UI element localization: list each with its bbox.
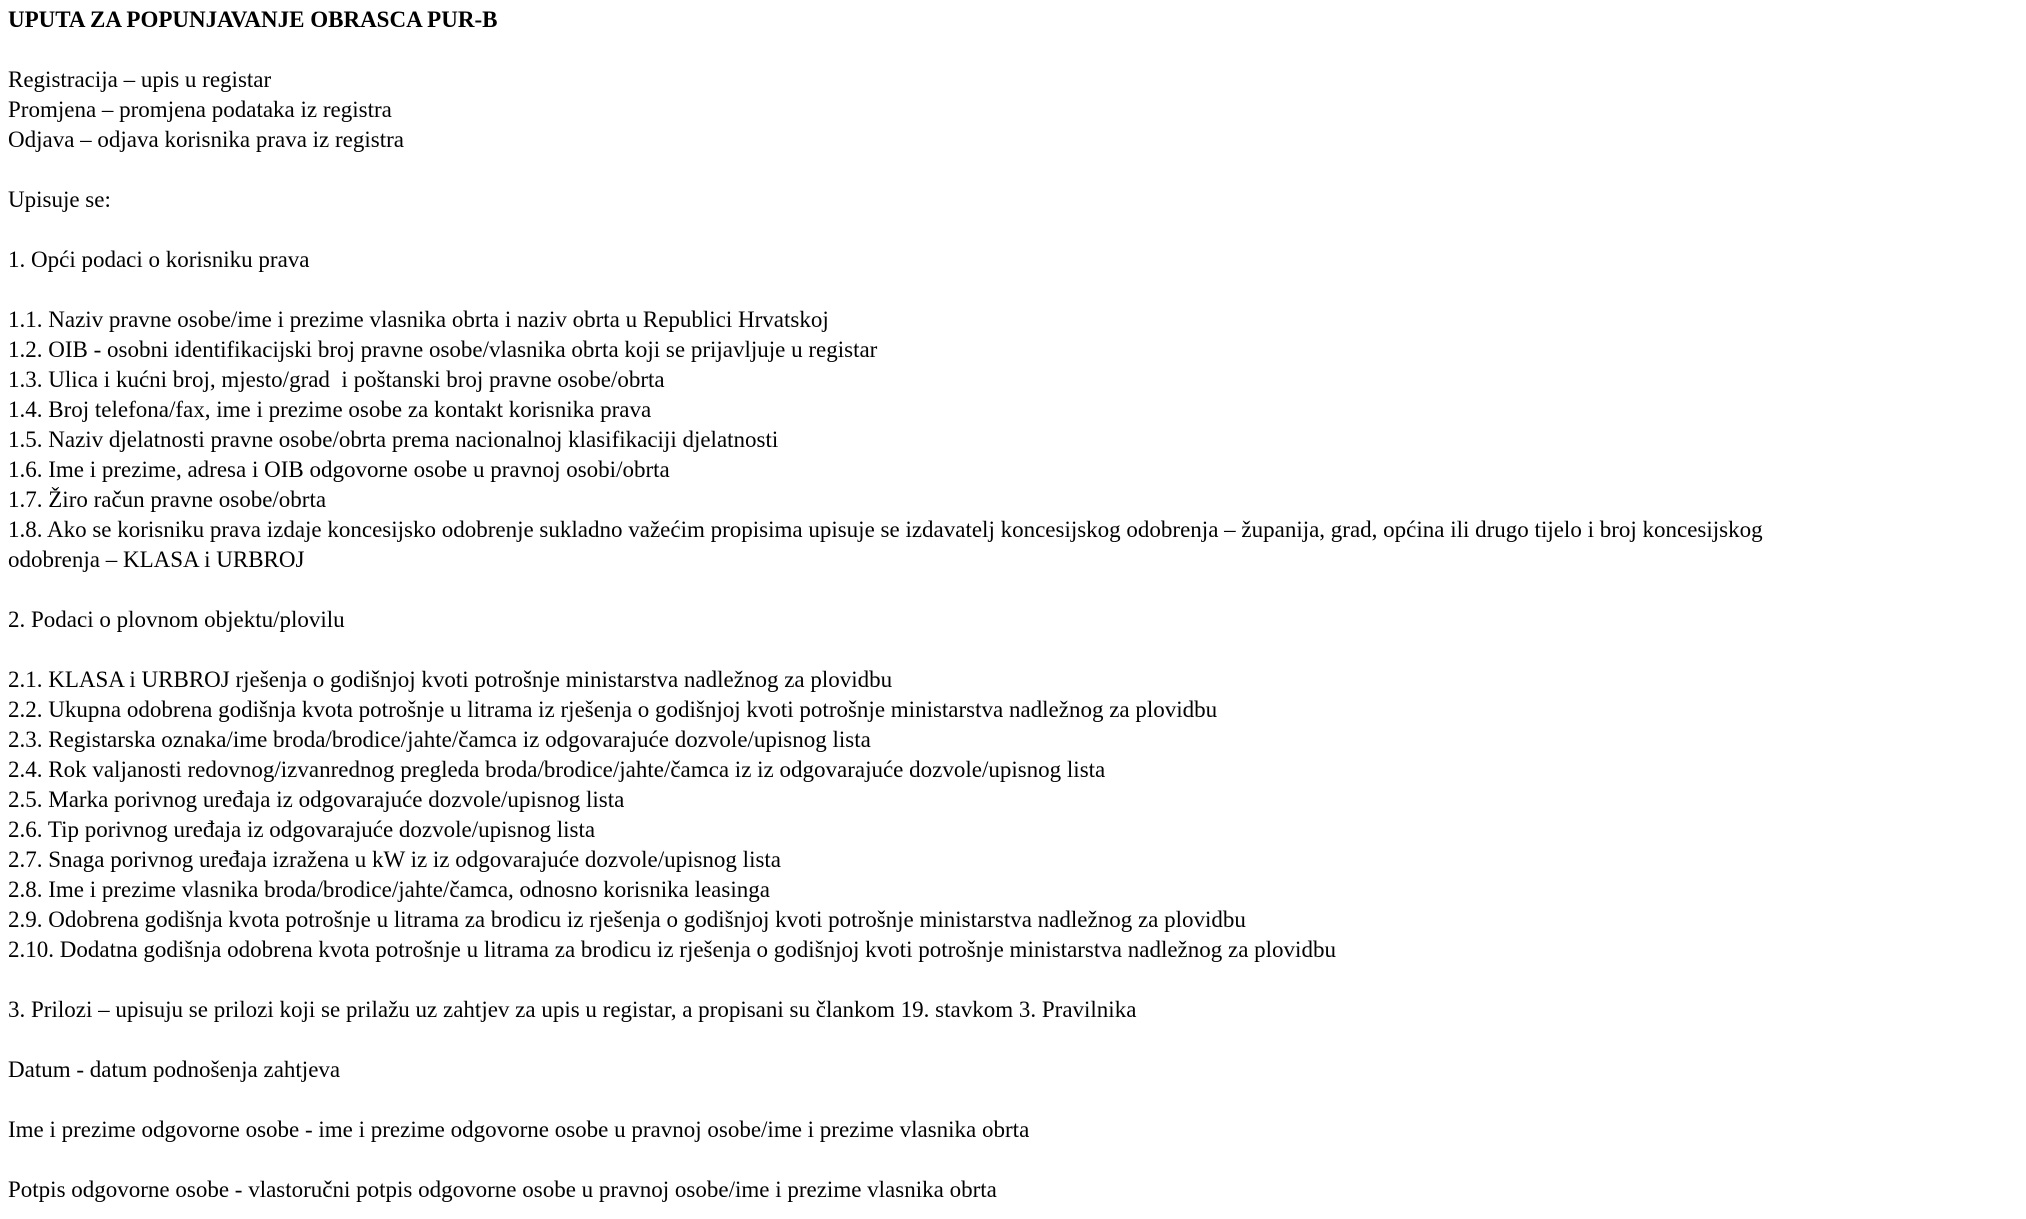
text-line: 1.8. Ako se korisniku prava izdaje koncesijsko odobrenje sukladno važećim propisima upisuje se izdavatelj koncesijskog odobrenja – županija, grad, općina ili drugo tijelo i broj koncesijskog: [8, 517, 1763, 542]
text-line: 2.10. Dodatna godišnja odobrena kvota potrošnje u litrama za brodicu iz rješenja o godišnjoj kvoti potrošnje ministarstva nadležnog za plovidbu: [8, 937, 1336, 962]
text-line: 1.3. Ulica i kućni broj, mjesto/grad i poštanski broj pravne osobe/obrta: [8, 367, 665, 392]
text-line: 1.7. Žiro račun pravne osobe/obrta: [8, 487, 327, 512]
document-body: [8, 35, 2026, 1205]
blank-line: [8, 575, 2026, 605]
text-line: 1.4. Broj telefona/fax, ime i prezime osobe za kontakt korisnika prava: [8, 397, 652, 422]
text-line: 2.4. Rok valjanosti redovnog/izvanrednog pregleda broda/brodice/jahte/čamca iz iz odgovarajuće dozvole/upisnog lista: [8, 757, 1106, 782]
text-line: Promjena – promjena podataka iz registra: [8, 97, 392, 122]
text-line: 1.6. Ime i prezime, adresa i OIB odgovorne osobe u pravnoj osobi/obrta: [8, 457, 670, 482]
text-line: 2.3. Registarska oznaka/ime broda/brodice/jahte/čamca iz odgovarajuće dozvole/upisnog lista: [8, 727, 871, 752]
text-line: 2. Podaci o plovnom objektu/plovilu: [8, 607, 345, 632]
blank-line: [8, 155, 2026, 185]
text-line: Odjava – odjava korisnika prava iz registra: [8, 127, 404, 152]
text-line: Upisuje se:: [8, 187, 111, 212]
blank-line: [8, 275, 2026, 305]
text-line: Registracija – upis u registar: [8, 67, 272, 92]
text-line: Datum - datum podnošenja zahtjeva: [8, 1057, 341, 1082]
blank-line: [8, 215, 2026, 245]
blank-line: [8, 1145, 2026, 1175]
text-line: 2.6. Tip porivnog uređaja iz odgovarajuće dozvole/upisnog lista: [8, 817, 596, 842]
blank-line: [8, 1025, 2026, 1055]
blank-line: [8, 635, 2026, 665]
text-line: Ime i prezime odgovorne osobe - ime i prezime odgovorne osobe u pravnoj osobe/ime i prezime vlasnika obrta: [8, 1117, 1030, 1142]
document-title: UPUTA ZA POPUNJAVANJE OBRASCA PUR-B: [8, 7, 498, 32]
text-line: 1.1. Naziv pravne osobe/ime i prezime vlasnika obrta i naziv obrta u Republici Hrvatskoj: [8, 307, 829, 332]
text-line: 2.1. KLASA i URBROJ rješenja o godišnjoj kvoti potrošnje ministarstva nadležnog za plovidbu: [8, 667, 893, 692]
text-line: 1. Opći podaci o korisniku prava: [8, 247, 310, 272]
text-line: 2.5. Marka porivnog uređaja iz odgovarajuće dozvole/upisnog lista: [8, 787, 625, 812]
text-line: Potpis odgovorne osobe - vlastoručni potpis odgovorne osobe u pravnoj osobe/ime i prezime vlasnika obrta: [8, 1177, 997, 1202]
text-line: 2.7. Snaga porivnog uređaja izražena u kW iz iz odgovarajuće dozvole/upisnog lista: [8, 847, 782, 872]
text-line: 2.9. Odobrena godišnja kvota potrošnje u litrama za brodicu iz rješenja o godišnjoj kvoti potrošnje ministarstva nadležnog za plovidbu: [8, 907, 1246, 932]
blank-line: [8, 1085, 2026, 1115]
text-line: 2.2. Ukupna odobrena godišnja kvota potrošnje u litrama iz rješenja o godišnjoj kvoti potrošnje ministarstva nadležnog za plovidbu: [8, 697, 1218, 722]
text-line: 1.2. OIB - osobni identifikacijski broj pravne osobe/vlasnika obrta koji se prijavljuje u registar: [8, 337, 878, 362]
blank-line: [8, 35, 2026, 65]
text-line: 2.8. Ime i prezime vlasnika broda/brodice/jahte/čamca, odnosno korisnika leasinga: [8, 877, 770, 902]
text-line: 1.5. Naziv djelatnosti pravne osobe/obrta prema nacionalnoj klasifikaciji djelatnosti: [8, 427, 779, 452]
text-line: 3. Prilozi – upisuju se prilozi koji se prilažu uz zahtjev za upis u registar, a propisani su člankom 19. stavkom 3. Pravilnika: [8, 997, 1137, 1022]
text-line: odobrenja – KLASA i URBROJ: [8, 547, 305, 572]
blank-line: [8, 965, 2026, 995]
